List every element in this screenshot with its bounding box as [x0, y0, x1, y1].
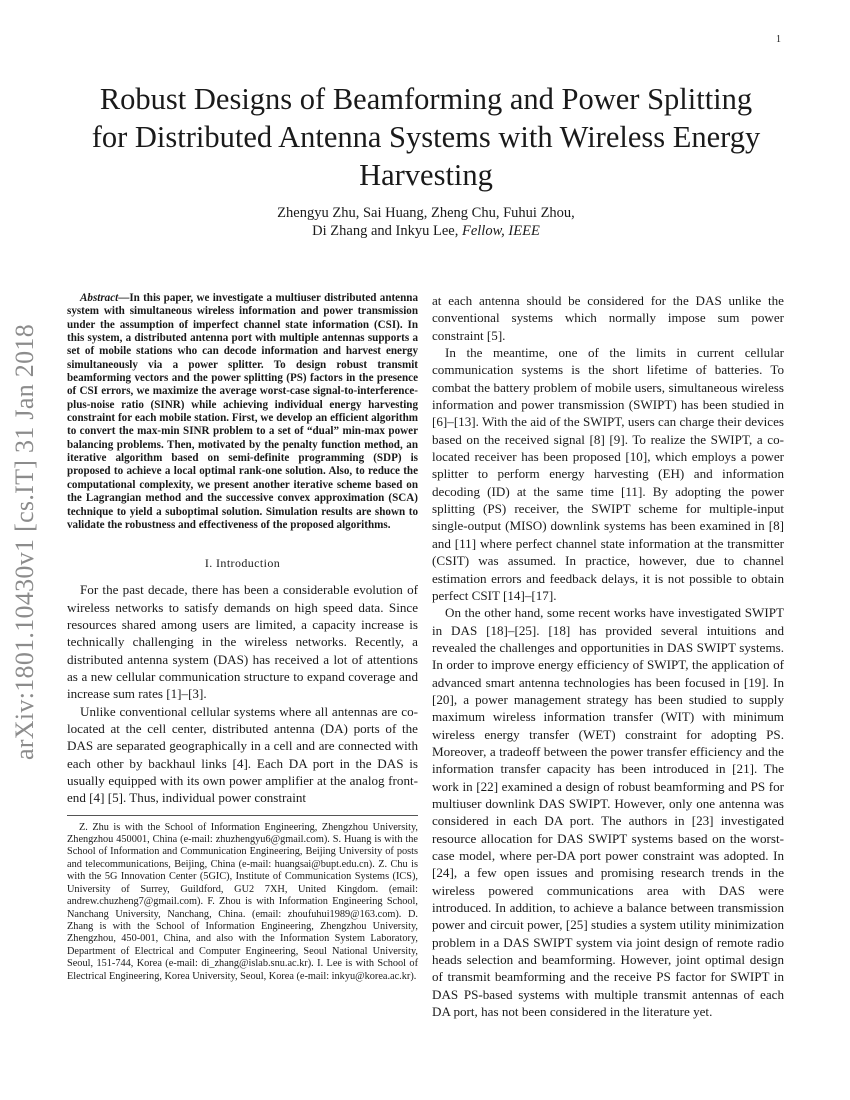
- author-list: [90, 204, 762, 240]
- author-grade: Fellow, IEEE: [461, 223, 540, 239]
- section-heading-introduction: I. Introduction: [204, 556, 281, 571]
- abstract-text: —In this paper, we investigate a multiuser distributed antenna system with simultaneous wireless information and power transmission under the assumption of imperfect channel state information (CSI). In this system, a distributed antenna port with multiple antennas supports a set of mobile stations who can decode information and harvest energy simultaneously via a power splitter. To design robust transmit beamforming vectors and the power splitting (PS) factors in the presence of CSI errors, we maximize the average worst-case signal-to-interference-plus-noise ratio (SINR) while achieving individual energy harvesting constraint for each mobile station. First, we develop an efficient algorithm to convert the max-min SINR problem to a set of “dual” min-max power balancing problems. Then, motivated by the penalty function method, an iterative algorithm based on semi-definite programming (SDP) is proposed to achieve a local optimal rank-one solution. Also, to reduce the computational complexity, we present another iterative scheme based on the Lagrangian method and the successive convex approximation (SCA) technique to yield a suboptimal solution. Simulation results are shown to validate the robustness and effectiveness of the proposed algorithms.: [67, 292, 418, 531]
- intro-paragraph-2: Unlike conventional cellular systems where all antennas are co-located at the cell center, distributed antenna (DA) ports of the DAS are separated geographically in a cell and are connected with each other by backhaul links [4]. Each DA port in the DAS is usually equipped with its own power amplifier at the analog front-end [4] [5]. Thus, individual power constraint: [67, 703, 418, 806]
- author-line-2: [90, 222, 762, 240]
- intro-paragraph-4: On the other hand, some recent works have investigated SWIPT in DAS [18]–[25]. [18] has provided several intuitions and revealed the challenges and opportunities in DAS SWIPT systems. In order to improve energy efficiency of SWIPT, the application of advanced smart antenna technologies has been focused in [19]. In [20], a power management strategy has been studied to supply maximum wireless information transfer (WIT) with minimum wireless energy transfer (WET) constraint for adopting PS. Moreover, a tradeoff between the power transfer efficiency and the information transfer capacity has been introduced in [21]. The work in [22] examined a design of robust beamforming and PS for multiuser downlink DAS SWIPT. However, only one antenna was considered in each DA port. The authors in [23] investigated resource allocation for DAS SWIPT systems based on the worst-case model, where per-DA port power constraint was adopted. In [24], a few open issues and promising research trends in the wireless powered communications area with DAS were introduced. In addition, to achieve a balance between transmission power and circuit power, [25] studies a system utility minimization problem in a DAS SWIPT system via joint design of remote radio heads selection and beamforming. However, joint optimal design of transmit beamforming and the receive PS factor for SWIPT in DAS PS-based systems with multiple transmit antennas of each DA port, has not been considered in the literature yet.: [432, 605, 784, 1020]
- author-line-1: Zhengyu Zhu, Sai Huang, Zheng Chu, Fuhui Zhou,: [277, 205, 575, 221]
- footnote-divider: [67, 815, 418, 816]
- intro-paragraph-3: In the meantime, one of the limits in current cellular communication systems is the short lifetime of batteries. To combat the battery problem of mobile users, simultaneous wireless information and power transmission (SWIPT) has been studied in [6]–[13]. With the aid of the SWIPT, users can charge their devices based on the received signal [8] [9]. To realize the SWIPT, a co-located receiver has been proposed [10], which employs a power splitter to perform energy harvesting (EH) and information decoding (ID) at the same time [11]. By adopting the power splitting (PS) receiver, the SWIPT scheme for multiple-input single-output (MISO) downlink systems has been examined in [8] and [11] where perfect channel state information at the transmitter (CSIT) was assumed. In practice, however, due to channel estimation errors and feedback delays, it is not possible to obtain perfect CSIT [14]–[17].: [432, 345, 784, 603]
- author-line-2-names: Di Zhang and Inkyu Lee,: [312, 223, 459, 239]
- page-number: 1: [776, 34, 781, 45]
- left-column: [67, 292, 418, 983]
- intro-paragraph-1: For the past decade, there has been a considerable evolution of wireless networks to satisfy demands on high speed data. Since resources shared among users are limited, a capacity increase is technically challenging in the wireless networks. Recently, a distributed antenna system (DAS) has received a lot of attentions as a new cellular communication structure to expand coverage and increase sum rates [1]–[3].: [67, 582, 418, 702]
- intro-paragraph-2-continued: at each antenna should be considered for the DAS unlike the conventional systems which normally impose sum power constraint [5].: [432, 293, 784, 343]
- introduction-body-left: [67, 581, 418, 806]
- abstract: [67, 292, 418, 532]
- right-column: [432, 292, 784, 1020]
- paper-title: Robust Designs of Beamforming and Power Splitting for Distributed Antenna Systems with Wireless Energy Harvesting: [91, 82, 761, 192]
- arxiv-identifier-stamp: arXiv:1801.10430v1 [cs.IT] 31 Jan 2018: [10, 324, 39, 760]
- author-affiliation-footnote: Z. Zhu is with the School of Information Engineering, Zhengzhou University, Zhengzhou 450001, China (e-mail: zhuzhengyu6@gmail.com). S. Huang is with the School of Information and Communication Engineering, Beijing University of posts and telecommunications, Beijing, China (e-mail: huangsai@bupt.edu.cn). Z. Chu is with the 5G Innovation Center (5GIC), Institute of Communication Systems (ICS), University of Surrey, Guildford, GU2 7XH, United Kingdom. (email: andrew.chuzheng7@gmail.com). F. Zhou is with Information Engineering School, Nanchang University, Nanchang, China. (email: zhoufuhui1989@163.com). D. Zhang is with the School of Information Engineering, Zhengzhou University, Zhengzhou, 450-001, China, and also with the Information System Laboratory, Department of Electrical and Computer Engineering, Seoul National University, Seoul, 151-744, Korea (e-mail: di_zhang@islab.snu.ac.kr). I. Lee is with School of Electrical Engineering, Korea University, Seoul, Korea (e-mail: inkyu@korea.ac.kr).: [67, 821, 418, 982]
- abstract-label: Abstract: [80, 292, 119, 304]
